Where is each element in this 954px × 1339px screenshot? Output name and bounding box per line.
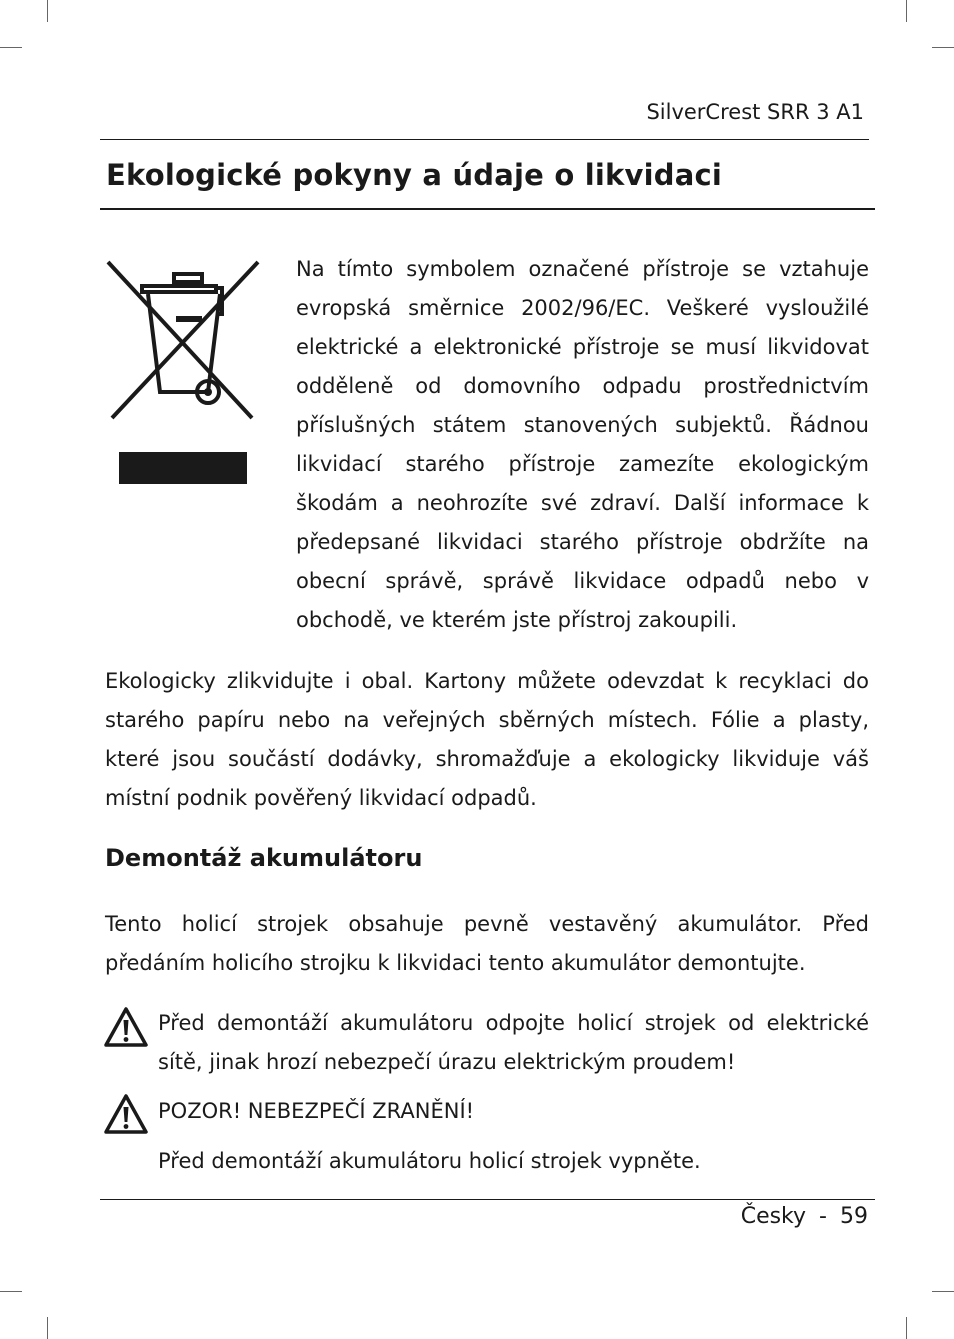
page-footer <box>741 1204 868 1229</box>
weee-disposal-paragraph: Na tímto symbolem označené přístroje se vztahuje evropská směrnice 2002/96/EC. Veškeré vysloužilé elektrické a elektronické přístroje se musí likvidovat odděleně od domovního odpadu prostřednictvím příslušných státem stanovených subjektů. Řádnou likvidací starého přístroje zamezíte ekologickým škodám a neohrozíte své zdraví. Další informace k předepsané likvidaci starého přístroje obdržíte na obecní správě, správě likvidace odpadů nebo v obchodě, ve kterém jste přístroj zakoupili. <box>296 257 869 632</box>
battery-removal-paragraph: Tento holicí strojek obsahuje pevně vestavěný akumulátor. Před předáním holicího strojku k likvidaci tento akumulátor demontujte. <box>105 912 869 975</box>
packaging-disposal-paragraph: Ekologicky zlikvidujte i obal. Kartony můžete odevzdat k recyklaci do starého papíru nebo na veřejných sběrných místech. Fólie a plasty, které jsou součástí dodávky, shromažďuje a ekologicky likviduje váš místní podnik pověřený likvidací odpadů. <box>105 669 869 810</box>
crop-mark <box>47 0 48 22</box>
crop-mark <box>932 1291 954 1292</box>
crop-mark <box>906 0 907 22</box>
warning-triangle-icon <box>103 1006 149 1048</box>
page-title: Ekologické pokyny a údaje o likvidaci <box>106 158 723 192</box>
crop-mark <box>932 47 954 48</box>
subsection-title: Demontáž akumulátoru <box>105 844 423 872</box>
crop-mark <box>0 47 22 48</box>
warning-switch-off-text: Před demontáží akumulátoru holicí strojek vypněte. <box>158 1149 701 1173</box>
crossed-out-wheelie-bin-icon <box>104 258 264 488</box>
page-number: 59 <box>840 1204 868 1229</box>
footer-divider <box>100 1199 875 1200</box>
crop-mark <box>0 1291 22 1292</box>
crop-mark <box>47 1317 48 1339</box>
footer-language: Česky <box>740 1204 807 1229</box>
crop-mark <box>906 1317 907 1339</box>
header-divider <box>100 139 869 140</box>
warning-triangle-icon <box>103 1093 149 1135</box>
warning-unplug-text: Před demontáží akumulátoru odpojte holicí strojek od elektrické sítě, jinak hrozí nebezpečí úrazu elektrickým proudem! <box>158 1011 869 1074</box>
title-underline <box>100 208 875 210</box>
footer-separator: - <box>819 1204 827 1229</box>
header-product-name: SilverCrest SRR 3 A1 <box>646 100 864 124</box>
warning-injury-title: POZOR! NEBEZPEČÍ ZRANĚNÍ! <box>158 1099 475 1123</box>
